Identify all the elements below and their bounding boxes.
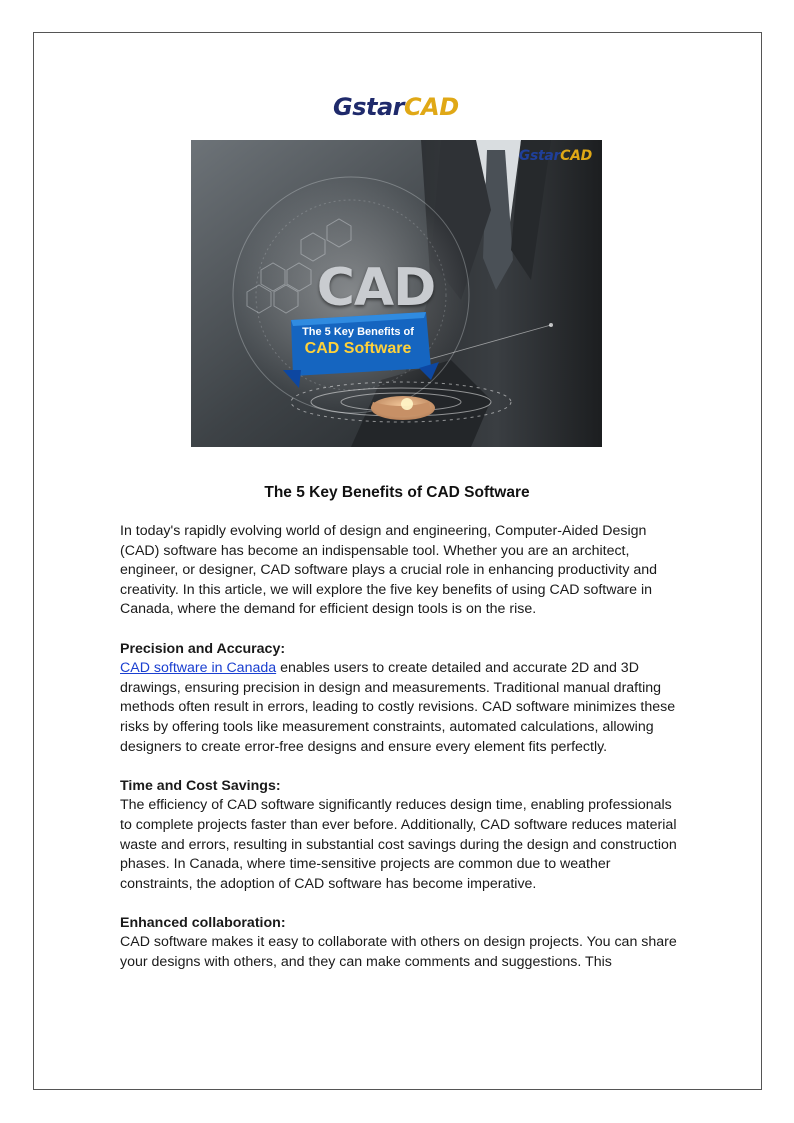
hero-logo-cad: CAD [560,148,592,164]
hero-banner [288,318,428,372]
section-time-cost [120,777,680,895]
section-text: The efficiency of CAD software significantly reduces design time, enabling professionals to complete projects faster than ever before. Additionally, CAD software reduces material waste and errors, resulting in substantial cost savings during the design and construction phases. In Canada, where time-sensitive projects are common due to weather constraints, the adoption of CAD software has become imperative. [120,797,677,892]
hero-banner-line2: CAD Software [304,340,412,357]
hero-image [191,140,602,447]
gstarcad-logo [333,91,463,123]
document-body [120,522,680,992]
logo-part-gstar: Gstar [333,93,404,121]
section-collaboration [120,914,680,973]
section-precision [120,640,680,758]
section-heading: Enhanced collaboration: [120,914,286,931]
section-text: enables users to create detailed and accurate 2D and 3D drawings, ensuring precision in design and measurements. Traditional manual drafting methods often result in errors, leading to costly revisions. CAD software minimizes these risks by offering tools like measurement constraints, automated calculations, allowing designers to create error-free designs and ensure every element fits perfectly. [120,660,676,755]
hero-logo-gstar: Gstar [518,148,561,164]
logo-part-cad: CAD [404,93,459,121]
document-title: The 5 Key Benefits of CAD Software [264,484,530,501]
hero-banner-line1: The 5 Key Benefits of [302,326,414,338]
cad-software-canada-link[interactable]: CAD software in Canada [120,660,277,677]
section-heading: Precision and Accuracy: [120,640,286,657]
hero-big-text: CAD [316,258,436,318]
section-heading: Time and Cost Savings: [120,777,281,794]
section-text: CAD software makes it easy to collaborate with others on design projects. You can share your designs with others, and they can make comments and suggestions. This [120,934,677,971]
hero-logo [519,148,592,164]
intro-paragraph: In today's rapidly evolving world of design and engineering, Computer-Aided Design (CAD) software has become an indispensable tool. Whether you are an architect, engineer, or designer, CAD software plays a crucial role in enhancing productivity and creativity. In this article, we will explore the five key benefits of using CAD software in Canada, where the demand for efficient design tools is on the rise. [120,523,658,618]
